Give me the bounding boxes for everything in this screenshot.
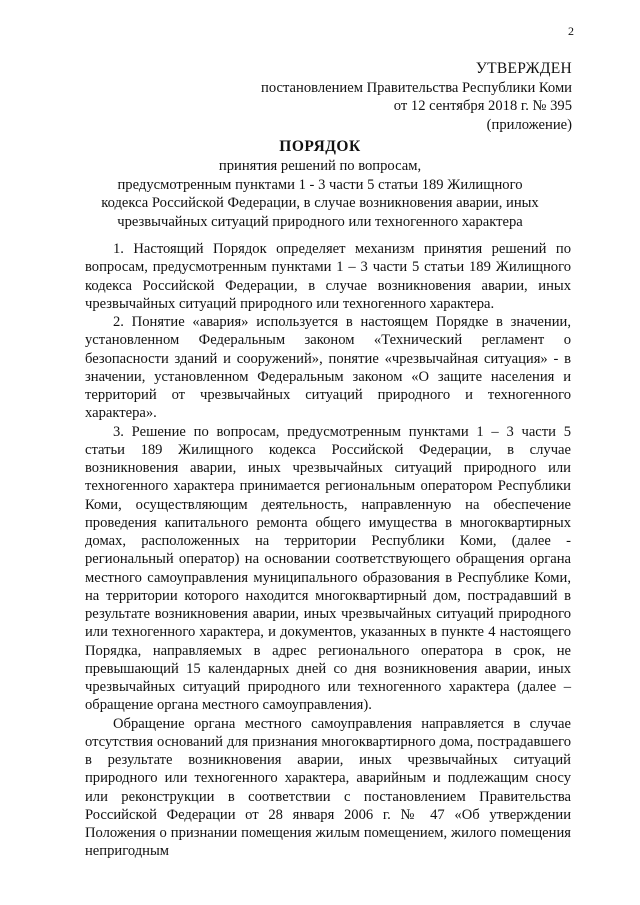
approval-line-2: от 12 сентября 2018 г. № 395 (393, 98, 572, 114)
paragraph-4: Обращение органа местного самоуправления направляется в случае отсутствия оснований для признания многоквартирного дома, пострадавшего в результате возникновения аварии, иных чрезвычайных ситуаций природного или техногенного характера, аварийным и подлежащим сносу или реконструкции в соответствии с постановлением Правительства Российской Федерации от 28 января 2006 г. № 47 «Об утверждении Положения о признании помещения жилым помещением, жилого помещения непригодным (85, 715, 571, 860)
document-body (85, 240, 571, 861)
approval-line-3: (приложение) (486, 116, 572, 133)
page-number: 2 (568, 24, 574, 38)
approval-stamp (261, 60, 572, 134)
subtitle-line: кодекса Российской Федерации, в случае возникновения аварии, иных (101, 195, 539, 211)
approved-label: УТВЕРЖДЕН (475, 60, 572, 77)
approval-line-1: постановлением Правительства Республики Коми (261, 79, 572, 96)
subtitle-line: принятия решений по вопросам, (218, 158, 422, 174)
subtitle-line: чрезвычайных ситуаций природного или техногенного характера (117, 213, 523, 230)
title-block (100, 137, 540, 231)
paragraph-3: 3. Решение по вопросам, предусмотренным пунктами 1 – 3 части 5 статьи 189 Жилищного кодекса Российской Федерации, в случае возникновения аварии, иных чрезвычайных ситуаций природного или техногенного характера принимается региональным оператором Республики Коми, осуществляющим деятельность, направленную на обеспечение проведения капитального ремонта общего имущества в многоквартирных домах, расположенных на территории Республики Коми, (далее - региональный оператор) на основании соответствующего обращения органа местного самоуправления муниципального образования в Республике Коми, на территории которого находится многоквартирный дом, пострадавший в результате возникновения аварии, иных чрезвычайных ситуаций природного или техногенного характера, и документов, указанных в пункте 4 настоящего Порядка, направляемых в адрес регионального оператора в срок, не превышающий 15 календарных дней со дня возникновения аварии, иных чрезвычайных ситуаций природного или техногенного характера (далее – обращение органа местного самоуправления). (85, 423, 571, 714)
subtitle-line: предусмотренным пунктами 1 - 3 части 5 статьи 189 Жилищного (117, 176, 523, 193)
paragraph-1: 1. Настоящий Порядок определяет механизм принятия решений по вопросам, предусмотренным пунктами 1 – 3 части 5 статьи 189 Жилищного кодекса Российской Федерации, в случае возникновения аварии, иных чрезвычайных ситуаций природного или техногенного характера. (85, 241, 571, 312)
document-title: ПОРЯДОК (279, 138, 361, 155)
paragraph-2: 2. Понятие «авария» используется в настоящем Порядке в значении, установленном Федеральным законом «Технический регламент о безопасности зданий и сооружений», понятие «чрезвычайная ситуация» - в значении, установленном Федеральным законом «О защите населения и территорий от чрезвычайных ситуаций природного и техногенного характера». (85, 314, 571, 422)
